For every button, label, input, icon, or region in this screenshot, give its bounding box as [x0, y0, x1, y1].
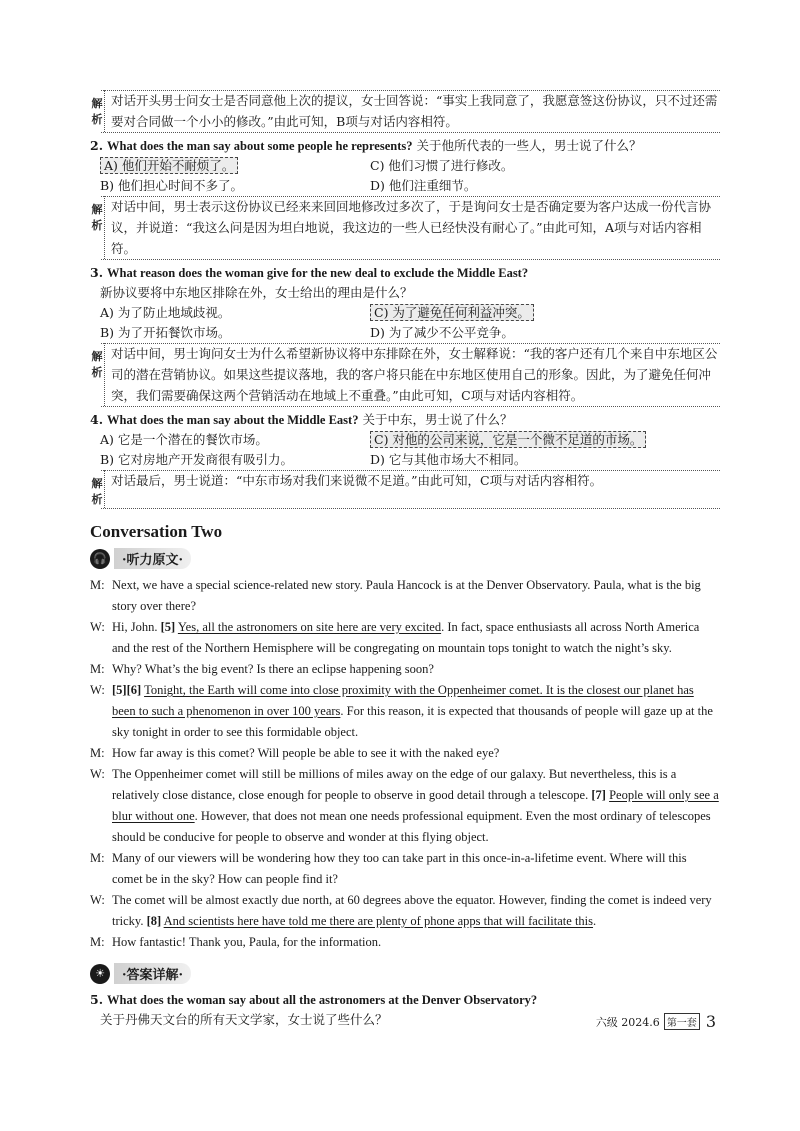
key-sentence: Yes, all the astronomers on site here are very excited — [177, 620, 442, 634]
utterance-text: . For this reason, it is expected that thousands of people will gaze up at the sky tonight in order to see this formidable object. — [112, 704, 713, 739]
q3-options — [90, 303, 720, 343]
utterance — [112, 932, 720, 953]
utterance-text: . However, that does not mean one needs professional equipment. Even the most ordinary of telescopes should be conducive for people to observe and wonder at this flying object. — [112, 809, 711, 844]
key-sentence: People will only see a blur without one — [112, 788, 719, 823]
q5-chinese: 关于丹佛天文台的所有天文学家，女士说了些什么？ — [100, 1012, 388, 1027]
utterance-text: . — [593, 914, 597, 928]
analysis-tag: 解析 — [91, 97, 103, 126]
q2-chinese: 关于他所代表的一些人，男士说了什么？ — [416, 138, 642, 153]
q3-analysis-block — [90, 343, 720, 406]
question-marker: [8] — [146, 914, 162, 928]
q3-option-d: D) 为了减少不公平竞争。 — [370, 325, 514, 340]
utterance-text: How far away is this comet? Will people be able to see it with the naked eye? — [112, 746, 500, 760]
q5-english: What does the woman say about all the astronomers at the Denver Observatory? — [107, 993, 538, 1007]
q3-option-a: A) 为了防止地域歧视。 — [100, 305, 231, 320]
q1-analysis-text: 对话开头男士问女士是否同意他上次的提议，女士回答说：“事实上我同意了，我愿意签这份协议，只不过还需要对合同做一个小小的修改。”由此可知，B项与对话内容相符。 — [104, 90, 720, 132]
speaker-label: W: — [90, 893, 105, 907]
q2-question — [90, 136, 720, 156]
page-number: 3 — [705, 1012, 716, 1031]
q4-question — [90, 410, 720, 430]
dialog-line — [90, 680, 720, 743]
dialog-line — [90, 932, 720, 953]
q5-question — [90, 990, 720, 1010]
q2-option-b: B) 他们担心时间不多了。 — [100, 178, 244, 193]
q4-option-b: B) 它对房地产开发商很有吸引力。 — [100, 452, 294, 467]
listening-label: ·听力原文· — [114, 548, 191, 569]
q3-option-c: C) 为了避免任何利益冲突。 — [370, 303, 650, 323]
speaker-label: M: — [90, 851, 105, 865]
lightbulb-icon: ☀ — [90, 964, 110, 984]
key-sentence: And scientists here have told me there are plenty of phone apps that will facilitate this — [163, 914, 594, 928]
speaker-label: M: — [90, 662, 105, 676]
utterance — [112, 848, 720, 890]
utterance-text: Next, we have a special science-related new story. Paula Hancock is at the Denver Observatory. Paula, what is the big story over there? — [112, 578, 701, 613]
analysis-tag: 解析 — [91, 350, 103, 379]
q5-number: 5. — [90, 992, 104, 1007]
key-sentence: Tonight, the Earth will come into close proximity with the Oppenheimer comet. It is the closest our planet has been to such a phenomenon in over 100 years — [112, 683, 694, 718]
utterance — [112, 764, 720, 848]
utterance — [112, 743, 720, 764]
analysis-tag: 解析 — [91, 203, 103, 232]
q4-option-a: A) 它是一个潜在的餐饮市场。 — [100, 432, 268, 447]
q3-chinese: 新协议要将中东地区排除在外，女士给出的理由是什么？ — [100, 285, 413, 300]
utterance-text: . In fact, space enthusiasts all across North America and the rest of the Northern Hemisphere will be congregating on mountain tops tonight to watch the night’s sky. — [112, 620, 700, 655]
page-footer — [596, 1012, 716, 1031]
analysis-tag: 解析 — [91, 477, 103, 506]
utterance — [112, 890, 720, 932]
listening-banner — [90, 548, 720, 569]
q4-option-c: C) 对他的公司来说，它是一个微不足道的市场。 — [370, 430, 650, 450]
utterance — [112, 680, 720, 743]
q3-question — [90, 263, 720, 283]
question-marker: [5] — [160, 620, 176, 634]
dialog-line — [90, 617, 720, 659]
utterance — [112, 659, 720, 680]
speaker-label: W: — [90, 767, 105, 781]
q1-analysis-block — [90, 90, 720, 132]
utterance-text: Why? What’s the big event? Is there an eclipse happening soon? — [112, 662, 434, 676]
utterance — [112, 575, 720, 617]
q4-option-d: D) 它与其他市场大不相同。 — [370, 452, 527, 467]
q4-english: What does the man say about the Middle East? — [107, 413, 359, 427]
q2-number: 2. — [90, 138, 104, 153]
question-marker: [5][6] — [112, 683, 142, 697]
utterance-text: Hi, John. — [112, 620, 161, 634]
q2-options — [90, 156, 720, 196]
speaker-label: M: — [90, 746, 105, 760]
answer-label: ·答案详解· — [114, 963, 191, 984]
speaker-label: M: — [90, 935, 105, 949]
headphones-icon: 🎧 — [90, 549, 110, 569]
q2-english: What does the man say about some people he represents? — [107, 139, 413, 153]
q2-option-a: A) 他们开始不耐烦了。 — [100, 156, 370, 176]
set-label: 第一套 — [664, 1013, 700, 1030]
q2-option-c: C) 他们习惯了进行修改。 — [370, 158, 514, 173]
utterance — [112, 617, 720, 659]
q3-analysis-text: 对话中间，男士询问女士为什么希望新协议将中东排除在外，女士解释说：“我的客户还有几个来自中东地区公司的潜在营销协议。如果这些提议落地，我的客户将只能在中东地区使用自己的形象。因此，为了避免任何冲突，我们需要确保这两个营销活动在地域上不重叠。”由此可知，C项与对话内容相符。 — [104, 343, 720, 406]
q2-analysis-block — [90, 196, 720, 259]
q4-analysis-text: 对话最后，男士说道：“中东市场对我们来说微不足道。”由此可知，C项与对话内容相符。 — [104, 470, 720, 508]
dialog-line — [90, 575, 720, 617]
answer-banner — [90, 963, 720, 984]
question-marker: [7] — [591, 788, 606, 802]
q3-english: What reason does the woman give for the new deal to exclude the Middle East? — [107, 266, 529, 280]
utterance-text: The comet will be almost exactly due north, at 60 degrees above the equator. However, finding the comet is indeed very tricky. — [112, 893, 712, 928]
page-content — [90, 90, 720, 1030]
q4-analysis-block — [90, 470, 720, 508]
q4-number: 4. — [90, 412, 104, 427]
q2-option-d: D) 他们注重细节。 — [370, 178, 477, 193]
dialog-line — [90, 848, 720, 890]
speaker-label: W: — [90, 620, 105, 634]
exam-label: 六级 2024.6 — [595, 1015, 660, 1029]
q3-number: 3. — [90, 265, 104, 280]
utterance-text: How fantastic! Thank you, Paula, for the information. — [112, 935, 382, 949]
dialog-line — [90, 659, 720, 680]
dialog-line — [90, 890, 720, 932]
q3-option-b: B) 为了开拓餐饮市场。 — [100, 325, 231, 340]
dialog-transcript — [90, 575, 720, 953]
q4-options — [90, 430, 720, 470]
q4-chinese: 关于中东，男士说了什么？ — [362, 412, 513, 427]
utterance-text: Many of our viewers will be wondering how they too can take part in this once-in-a-lifetime event. Where will this comet be in the sky? How can people find it? — [112, 851, 687, 886]
section-title: Conversation Two — [90, 522, 223, 541]
dialog-line — [90, 764, 720, 848]
speaker-label: W: — [90, 683, 105, 697]
q2-analysis-text: 对话中间，男士表示这份协议已经来来回回地修改过多次了，于是询问女士是否确定要为客户达成一份代言协议，并说道：“我这么问是因为坦白地说，我这边的一些人已经快没有耐心了。”由此可知，A项与对话内容相符。 — [104, 196, 720, 259]
utterance-text: The Oppenheimer comet will still be millions of miles away on the edge of our galaxy. But nevertheless, this is a relatively close distance, close enough for people to observe in good detail through a telescope. — [112, 767, 677, 802]
speaker-label: M: — [90, 578, 105, 592]
dialog-line — [90, 743, 720, 764]
